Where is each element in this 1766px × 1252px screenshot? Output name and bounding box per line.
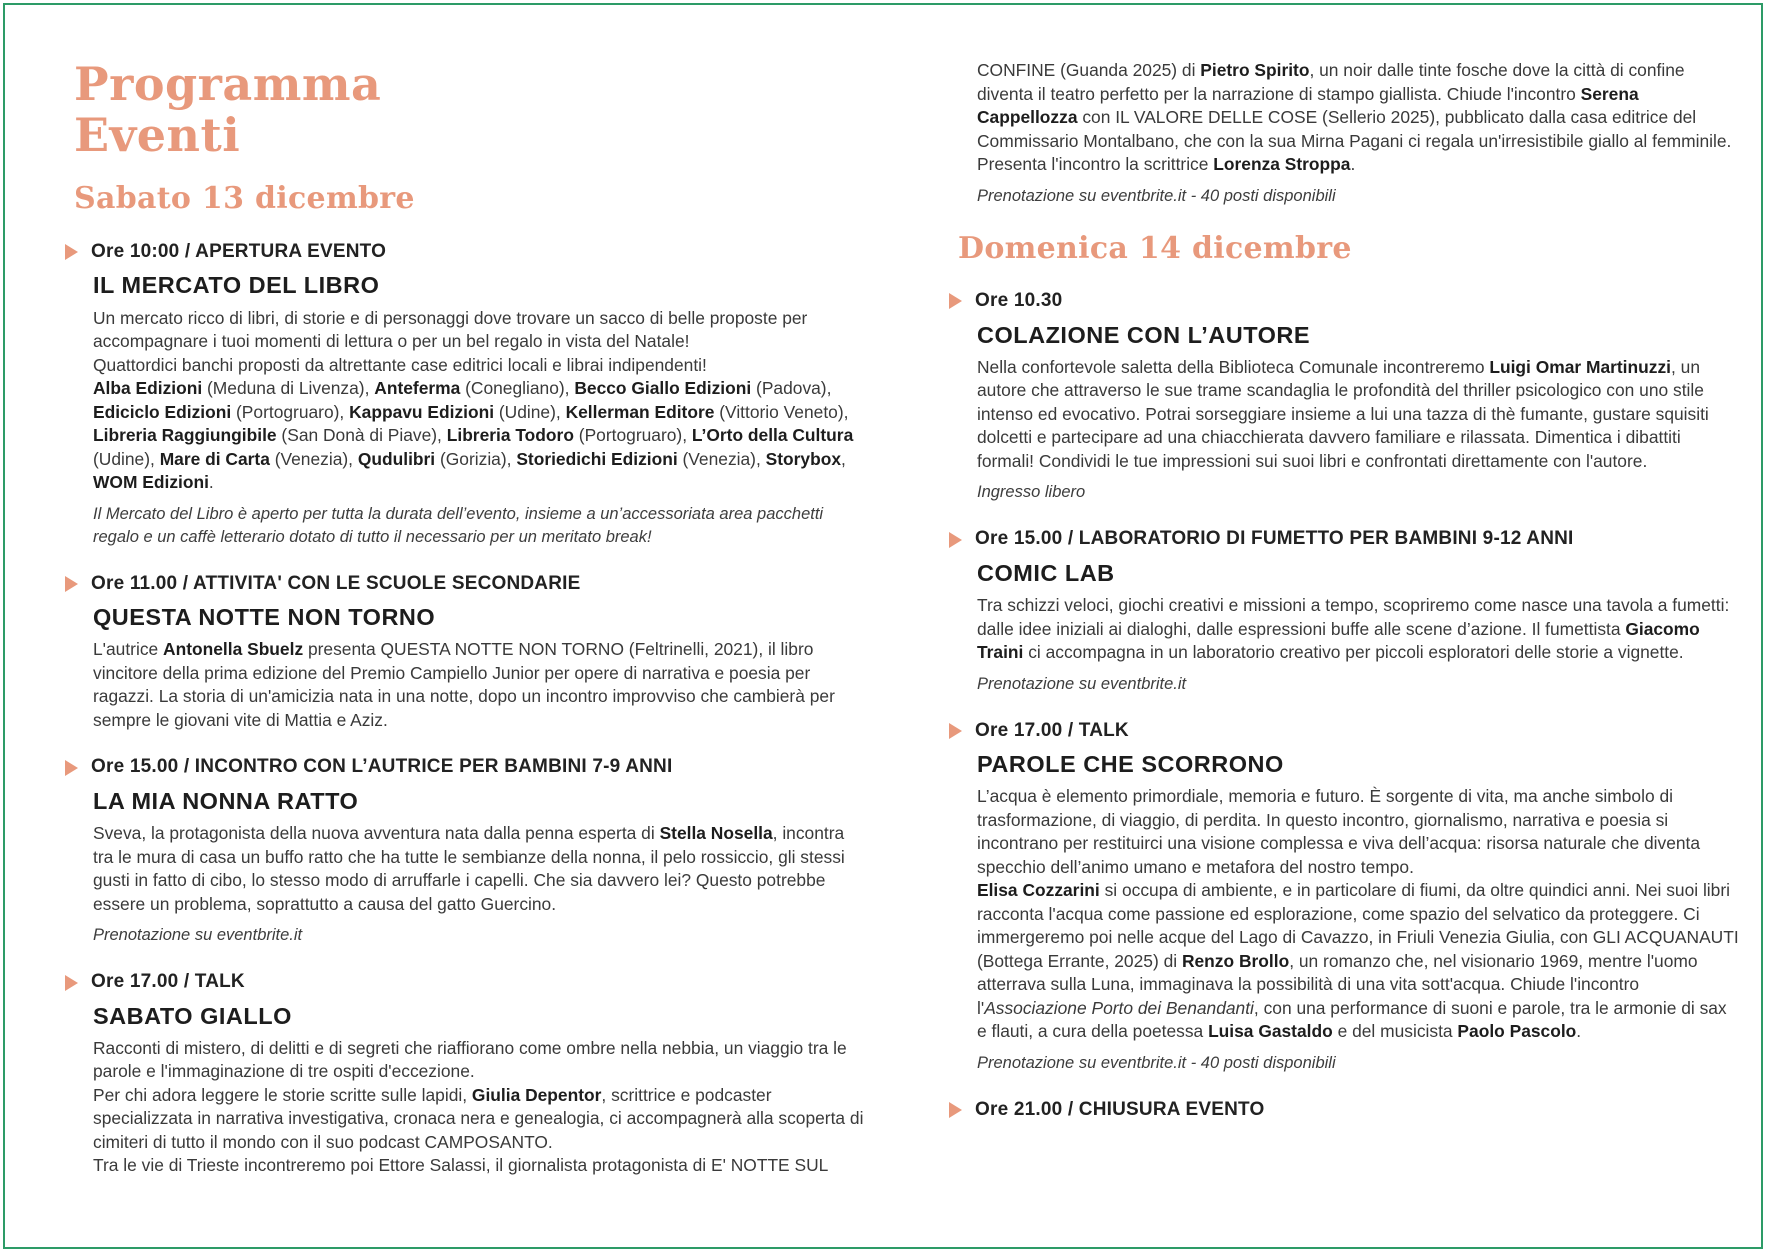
triangle-bullet-icon (65, 244, 78, 260)
event-paragraph (93, 307, 867, 354)
bold-text: WOM Edizioni (93, 472, 209, 492)
plain-text: (Portogruaro), (231, 401, 350, 422)
bold-text: Paolo Pascolo (1457, 1021, 1577, 1042)
bold-text: Libreria Todoro (446, 425, 574, 445)
event-paragraph (977, 356, 1741, 474)
plain-text: (Udine), (93, 448, 160, 469)
event-time-label: Ore 21.00 / CHIUSURA EVENTO (975, 1098, 1265, 1120)
event-note: Prenotazione su eventbrite.it - 40 posti disponibili (977, 186, 1336, 205)
bold-text: Stella Nosella (659, 823, 773, 844)
triangle-bullet-icon (949, 1102, 962, 1118)
bold-text: Lorenza Stroppa (1213, 154, 1351, 174)
program-page (3, 3, 1763, 1249)
plain-text: e del musicista (1332, 1021, 1458, 1042)
bold-text: Kellerman Editore (565, 401, 715, 422)
bold-text: Elisa Cozzarini (977, 880, 1100, 901)
plain-text: (San Donà di Piave), (276, 425, 447, 445)
plain-text: , con una performance di suoni e parole, tra le armonie di sax e flauti, a cura della poetessa (977, 997, 1727, 1042)
event-paragraph (93, 354, 867, 378)
plain-text: , (841, 448, 846, 469)
bold-text: Ediciclo Edizioni (93, 401, 232, 422)
plain-text: (Vittorio Veneto), (714, 401, 849, 422)
plain-text: (Meduna di Livenza), (202, 378, 375, 398)
event-time-row (949, 528, 1741, 551)
bold-text: Antonella Sbuelz (163, 639, 304, 660)
event-title: SABATO GIALLO (93, 1002, 292, 1029)
bold-text: Giacomo Traini (977, 618, 1700, 663)
event-block (65, 241, 867, 549)
right-column (949, 59, 1741, 1202)
plain-text: (Conegliano), (460, 378, 575, 398)
event-block (949, 290, 1741, 504)
event-time-label: Ore 15.00 / INCONTRO CON L’AUTRICE PER BAMBINI 7-9 ANNI (91, 756, 673, 778)
page-title-line2: Eventi (74, 107, 241, 162)
event-time-label: Ore 15.00 / LABORATORIO DI FUMETTO PER BAMBINI 9-12 ANNI (975, 528, 1574, 550)
event-time-row (65, 756, 867, 779)
plain-text: , scrittrice e podcaster specializzata in narrativa investigativa, cronaca nera e genealogia, ci accompagnerà alla scoperta di cimiteri di tutto il mondo con il suo podcast CAMPOSANTO. (93, 1084, 864, 1152)
event-time-label: Ore 17.00 / TALK (975, 719, 1129, 741)
plain-text: Racconti di mistero, di delitti e di segreti che riaffiorano come ombre nella nebbia, un viaggio tra le parole e l'immaginazione di tre ospiti d'eccezione. (93, 1037, 847, 1082)
plain-text: Tra le vie di Trieste incontreremo poi Ettore Salassi, il giornalista protagonista di E' NOTTE SUL (93, 1155, 829, 1176)
event-paragraph (977, 59, 1741, 153)
event-paragraph (977, 153, 1741, 177)
bold-text: Qudulibri (357, 448, 436, 469)
plain-text: CONFINE (Guanda 2025) di (977, 60, 1201, 80)
italic-text: Associazione Porto dei Benandanti (984, 997, 1254, 1018)
plain-text: . (208, 472, 214, 492)
event-time-label: Ore 17.00 / TALK (91, 971, 245, 993)
bold-text: Anteferma (374, 378, 461, 398)
event-title: LA MIA NONNA RATTO (93, 788, 359, 815)
event-paragraph (977, 594, 1741, 665)
triangle-bullet-icon (949, 293, 962, 309)
plain-text: Quattordici banchi proposti da altrettante case editrici locali e librai indipendenti! (93, 354, 707, 375)
event-time-row (65, 573, 867, 596)
event-time-label: Ore 11.00 / ATTIVITA' CON LE SCUOLE SECONDARIE (91, 572, 581, 594)
bold-text: Kappavu Edizioni (349, 401, 495, 422)
plain-text: ci accompagna in un laboratorio creativo per piccoli esploratori delle storie a vignette. (1023, 642, 1684, 663)
event-title: IL MERCATO DEL LIBRO (93, 272, 380, 299)
plain-text: (Venezia), (269, 448, 358, 469)
left-column (65, 59, 867, 1202)
triangle-bullet-icon (949, 723, 962, 739)
bold-text: Giulia Depentor (471, 1084, 602, 1105)
plain-text: Presenta l'incontro la scrittrice (977, 154, 1214, 174)
plain-text: Per chi adora leggere le storie scritte sulle lapidi, (93, 1084, 472, 1105)
event-paragraph (977, 879, 1741, 1044)
page-title-line1: Programma (74, 57, 382, 111)
bold-text: Luigi Omar Martinuzzi (1489, 356, 1671, 377)
event-time-row (65, 971, 867, 994)
event-time-label: Ore 10.30 (975, 290, 1063, 311)
plain-text: L'autrice (93, 639, 164, 660)
event-time-label: Ore 10:00 / APERTURA EVENTO (91, 240, 387, 262)
plain-text: , un autore che attraverso le sue trame scandaglia le profondità del thriller psicologico con uno stile intenso ed evocativo. Potrai sorseggiare insieme a lui una tazza di thè fumante, gustare squisiti dolcetti e partecipare ad una chiacchierata davvero familiare e rilassata. Dimentica i dibattiti formali! Condividi le tue impressioni sui suoi libri e confrontati direttamente con l'autore. (977, 356, 1709, 471)
event-paragraph (93, 822, 867, 916)
bold-text: Storiedichi Edizioni (516, 448, 678, 469)
event-block (949, 720, 1741, 1075)
event-block (949, 528, 1741, 695)
plain-text: L’acqua è elemento primordiale, memoria e futuro. È sorgente di vita, ma anche simbolo di trasformazione, di viaggio, di perdita. In questo incontro, giornalismo, narrativa e poesia si incontrano per restituirci una visione complessa e viva dell’acqua: risorsa naturale che diventa specchio dell’animo umano e metafora del nostro tempo. (977, 786, 1701, 877)
event-title: COMIC LAB (977, 560, 1115, 587)
section-heading: Domenica 14 dicembre (958, 230, 1352, 266)
plain-text: si occupa di ambiente, e in particolare di fiumi, da oltre quindici anni. Nei suoi libri racconta l'acqua come passione ed esplorazione, come spazio del selvatico da proteggere. Ci immergeremo poi nelle acque del Lago di Cavazzo, in Friuli Venezia Giulia, con GLI ACQUANAUTI (Bottega Errante, 2025) di (977, 880, 1739, 971)
event-note: Prenotazione su eventbrite.it - 40 posti disponibili (977, 1053, 1336, 1072)
bold-text: Mare di Carta (159, 448, 270, 469)
plain-text: , un romanzo che, nel visionario 1969, mentre l'uomo atterrava sulla Luna, immaginava la possibilità di una vita sott'acqua. Chiude l'incontro l' (977, 950, 1698, 1018)
event-note: Ingresso libero (977, 483, 1086, 502)
page-content (5, 5, 1761, 1202)
triangle-bullet-icon (65, 576, 78, 592)
event-title: QUESTA NOTTE NON TORNO (93, 604, 436, 631)
event-block (65, 573, 867, 733)
plain-text: . (1576, 1021, 1582, 1042)
event-paragraph (93, 638, 867, 732)
plain-text: (Udine), (494, 401, 566, 422)
event-paragraph (93, 377, 867, 495)
bold-text: Serena Cappellozza (977, 83, 1639, 127)
event-block (65, 756, 867, 947)
event-title: PAROLE CHE SCORRONO (977, 751, 1284, 778)
bold-text: Libreria Raggiungibile (93, 425, 277, 445)
plain-text: (Portogruaro), (573, 425, 692, 445)
plain-text: Un mercato ricco di libri, di storie e di personaggi dove trovare un sacco di belle proposte per accompagnare i tuoi momenti di lettura o per un bel regalo in vista del Natale! (93, 307, 808, 351)
event-title: COLAZIONE CON L’AUTORE (977, 321, 1311, 348)
plain-text: presenta QUESTA NOTTE NON TORNO (Feltrinelli, 2021), il libro vincitore della prima edizione del Premio Campiello Junior per opere di narrativa e poesia per ragazzi. La storia di un'amicizia nata in una notte, dopo un incontro improvviso che cambierà per sempre le giovani vite di Mattia e Aziz. (93, 639, 835, 730)
event-block (949, 59, 1741, 208)
event-time-row (65, 241, 867, 264)
event-block (65, 971, 867, 1178)
event-paragraph (977, 785, 1741, 879)
section-heading: Sabato 13 dicembre (74, 181, 415, 217)
bold-text: Renzo Brollo (1181, 950, 1290, 971)
plain-text: . (1350, 154, 1356, 174)
triangle-bullet-icon (65, 975, 78, 991)
event-time-row (949, 1099, 1741, 1122)
plain-text: Sveva, la protagonista della nuova avventura nata dalla penna esperta di (93, 823, 660, 844)
plain-text: (Padova), (751, 378, 832, 398)
plain-text: con IL VALORE DELLE COSE (Sellerio 2025), pubblicato dalla casa editrice del Commissario Montalbano, che con la sua Mirna Pagani ci regala un'irresistibile giallo al femminile. (977, 107, 1732, 151)
event-paragraph (93, 1154, 867, 1178)
plain-text: (Venezia), (677, 448, 766, 469)
triangle-bullet-icon (949, 532, 962, 548)
event-paragraph (93, 1037, 867, 1084)
plain-text: , incontra tra le mura di casa un buffo ratto che ha tutte le sembianze della nonna, il pelo rossiccio, gli stessi gusti in fatto di cibo, lo stesso modo di arruffarle i capelli. Che sia davvero lei? Questo potrebbe essere un problema, soprattutto a causa del gatto Guercino. (93, 823, 845, 914)
bold-text: Pietro Spirito (1200, 60, 1310, 80)
page-title (74, 59, 867, 160)
event-time-row (949, 720, 1741, 743)
plain-text: Tra schizzi veloci, giochi creativi e missioni a tempo, scopriremo come nasce una tavola a fumetti: dalle idee iniziali ai dialoghi, dalle espressioni buffe alle scene d’azione. Il fumettista (977, 595, 1730, 639)
plain-text: Nella confortevole saletta della Biblioteca Comunale incontreremo (977, 356, 1490, 377)
event-note: Il Mercato del Libro è aperto per tutta la durata dell’evento, insieme a un’accessoriata area pacchetti regalo e un caffè letterario dotato di tutto il necessario per un meritato break! (93, 504, 824, 546)
event-note: Prenotazione su eventbrite.it (977, 674, 1187, 693)
bold-text: Becco Giallo Edizioni (574, 378, 752, 398)
event-time-row (949, 290, 1741, 313)
plain-text: , un noir dalle tinte fosche dove la città di confine diventa il teatro perfetto per la narrazione di stampo giallista. Chiude l'incontro (977, 60, 1685, 104)
triangle-bullet-icon (65, 760, 78, 776)
bold-text: Storybox (765, 448, 842, 469)
bold-text: Luisa Gastaldo (1208, 1021, 1333, 1042)
bold-text: L’Orto della Cultura (691, 425, 854, 445)
event-block (949, 1099, 1741, 1122)
plain-text: (Gorizia), (435, 448, 517, 469)
event-paragraph (93, 1084, 867, 1155)
event-note: Prenotazione su eventbrite.it (93, 926, 303, 945)
bold-text: Alba Edizioni (93, 378, 203, 398)
